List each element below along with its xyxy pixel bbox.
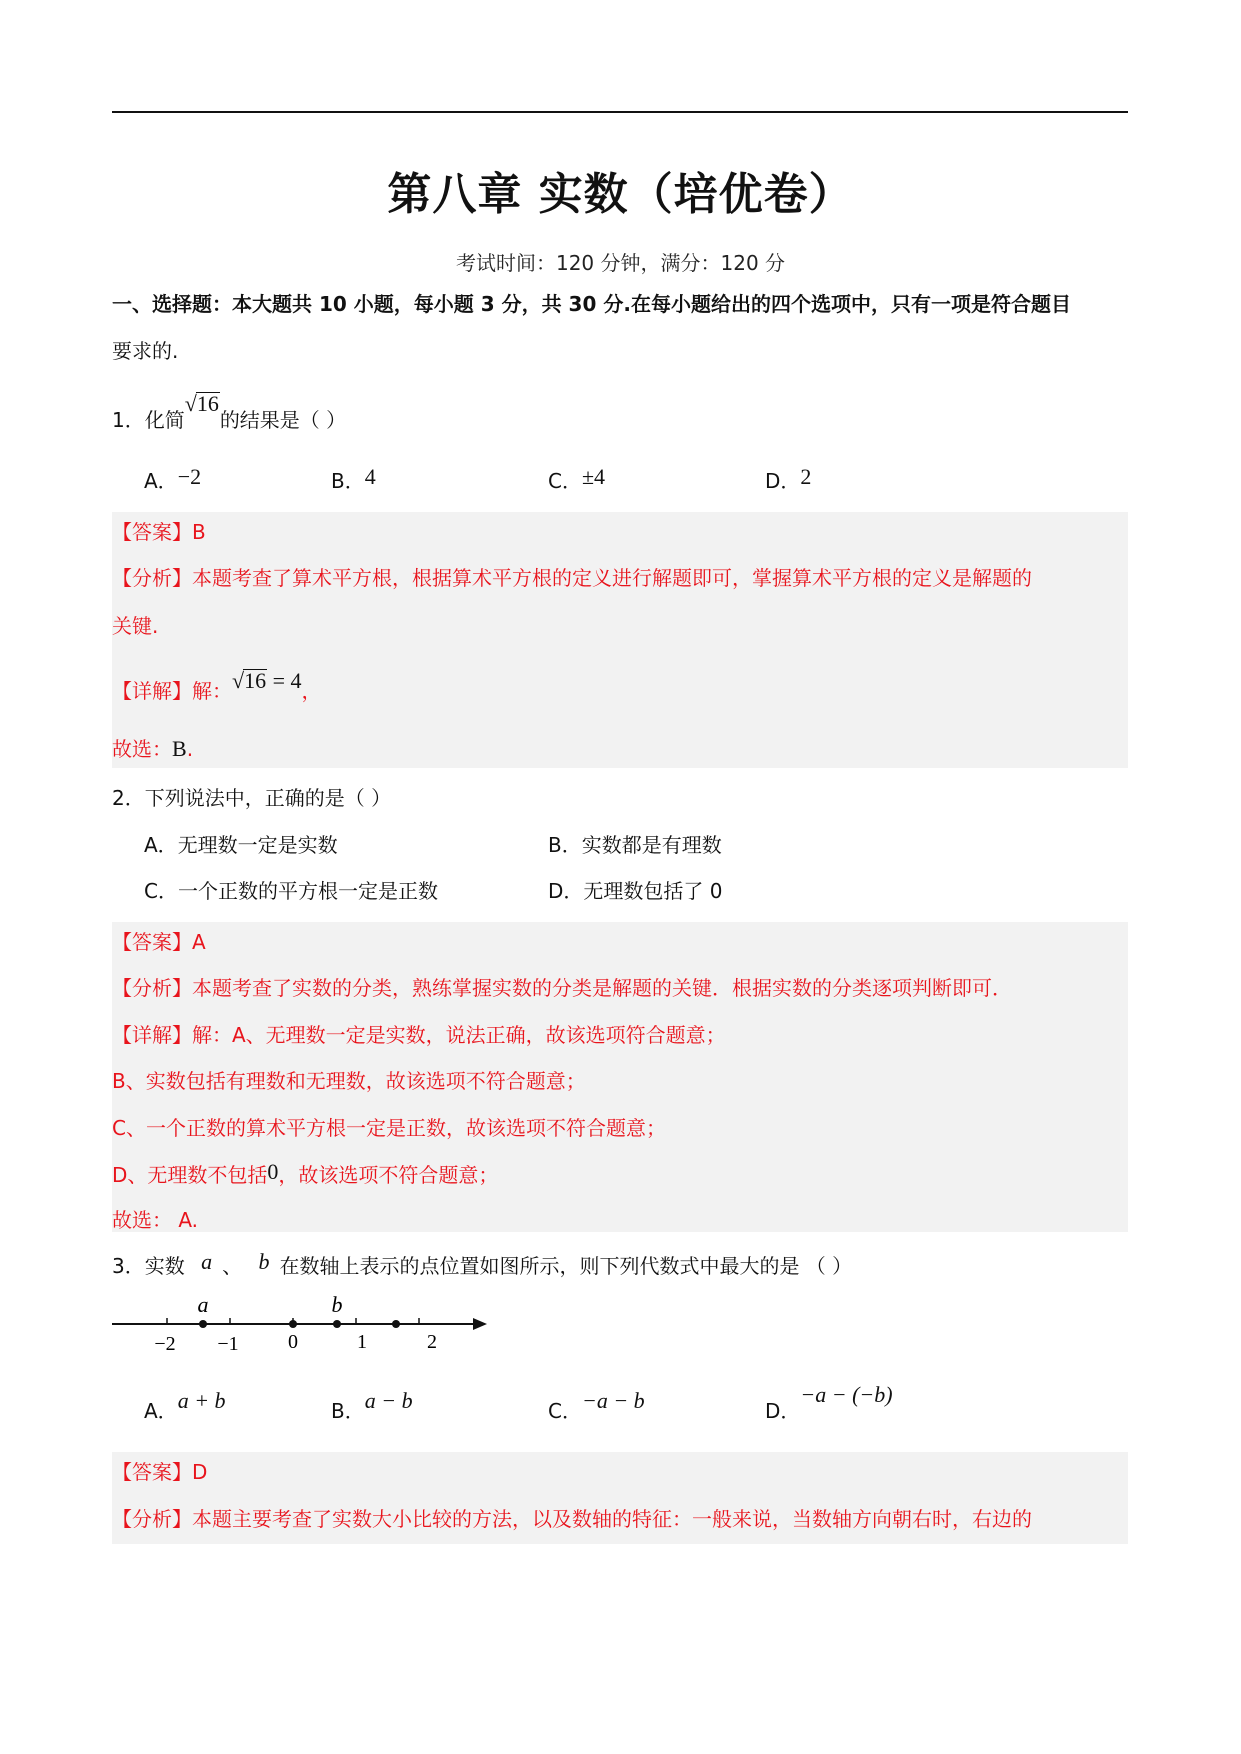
q1-answer-box (112, 512, 1128, 768)
choose-value: B (172, 736, 187, 761)
q3-option-b[interactable] (331, 1388, 413, 1423)
analysis-text: 本题主要考查了实数大小比较的方法，以及数轴的特征：一般来说，当数轴方向朝右时，右边的 (192, 1507, 1032, 1531)
option-text: 实数都是有理数 (581, 833, 722, 857)
detail-text: ，故该选项不符合题意； (278, 1163, 499, 1187)
detail-text: 解：A、无理数一定是实数，说法正确，故该选项符合题意； (192, 1023, 726, 1047)
answer-tag: 【答案】 (112, 930, 192, 954)
analysis-tag: 【分析】 (112, 566, 192, 590)
q2-choose: 故选： A. (112, 1208, 199, 1232)
question-text: 在数轴上表示的点位置如图所示，则下列代数式中最大的是 （ ） (279, 1254, 853, 1278)
marker-dot (392, 1320, 400, 1328)
radicand: 16 (244, 668, 267, 693)
q2-option-a[interactable] (144, 835, 338, 855)
q3-option-d[interactable] (765, 1382, 893, 1423)
detail-comma: ， (301, 679, 322, 703)
point-b-label: b (331, 1292, 343, 1317)
answer-tag: 【答案】 (112, 1460, 192, 1484)
option-label: B． (331, 469, 365, 493)
option-text: 无理数包括了 0 (583, 879, 723, 903)
question-text: 化简 (144, 408, 185, 432)
q3-option-a[interactable] (144, 1388, 226, 1423)
sqrt-expression: √16 (184, 391, 219, 416)
q3-analysis (112, 1509, 1032, 1529)
detail-text: 解： (192, 679, 232, 703)
question-3-stem (112, 1249, 853, 1278)
q1-option-a[interactable] (144, 464, 202, 493)
question-number: 2． (112, 786, 145, 810)
detail-math: √16 = 4 (232, 668, 302, 693)
point-a-label: a (197, 1292, 209, 1317)
option-label: C． (548, 1399, 582, 1423)
choose-dot: . (186, 737, 194, 761)
tick-label: 2 (427, 1331, 437, 1353)
header-rule (112, 111, 1128, 113)
question-number: 1． (112, 408, 145, 432)
option-expression: −a − (−b) (800, 1382, 893, 1407)
q1-option-d[interactable] (765, 464, 812, 493)
answer-value: D (192, 1460, 208, 1484)
q3-answer (112, 1462, 207, 1482)
number-line-figure (112, 1290, 492, 1360)
zero-math: 0 (267, 1159, 279, 1184)
analysis-tag: 【分析】 (112, 976, 192, 1000)
detail-text: D、无理数不包括 (112, 1163, 268, 1187)
q2-detail (112, 1025, 726, 1045)
question-text: 的结果是（ ） (219, 408, 347, 432)
question-text: 实数 (144, 1254, 185, 1278)
radicand: 16 (196, 391, 219, 416)
tick-label: 0 (288, 1331, 298, 1353)
q1-choose (112, 738, 193, 760)
option-value: ±4 (581, 464, 606, 489)
tick-label: −2 (154, 1333, 176, 1355)
origin-dot (289, 1320, 297, 1328)
option-label: B． (548, 833, 582, 857)
number-line-arrow (473, 1318, 487, 1330)
question-1-stem (112, 391, 347, 432)
analysis-text: 本题考查了算术平方根，根据算术平方根的定义进行解题即可，掌握算术平方根的定义是解题的 (192, 566, 1032, 590)
option-label: B． (331, 1399, 365, 1423)
option-expression: a + b (177, 1388, 226, 1413)
option-text: 一个正数的平方根一定是正数 (177, 879, 438, 903)
page-title: 第八章 实数（培优卷） (387, 169, 854, 220)
q2-detail-line2: B、实数包括有理数和无理数，故该选项不符合题意； (112, 1069, 586, 1093)
q3-answer-box (112, 1452, 1128, 1544)
q2-answer (112, 932, 206, 952)
detail-tag: 【详解】 (112, 1023, 192, 1047)
option-label: A． (144, 833, 178, 857)
option-label: D． (765, 1399, 801, 1423)
option-label: D． (765, 469, 801, 493)
option-label: C． (548, 469, 582, 493)
question-text: 下列说法中，正确的是（ ） (144, 786, 392, 810)
q2-detail-line4 (112, 1159, 499, 1187)
q2-option-b[interactable] (548, 835, 722, 855)
question-number: 3． (112, 1254, 145, 1278)
q1-analysis (112, 568, 1032, 588)
option-label: A． (144, 1399, 178, 1423)
option-text: 无理数一定是实数 (177, 833, 338, 857)
q2-option-c[interactable] (144, 881, 438, 901)
tick-label: −1 (217, 1333, 239, 1355)
option-value: 2 (800, 464, 812, 489)
option-expression: a − b (364, 1388, 413, 1413)
var-b: b (258, 1249, 270, 1274)
q1-answer (112, 522, 206, 542)
q2-answer-box (112, 922, 1128, 1232)
section-heading-line2: 要求的. (112, 339, 179, 363)
tick-label: 1 (357, 1331, 367, 1353)
option-label: C． (144, 879, 178, 903)
q2-analysis (112, 978, 1012, 998)
q2-detail-line3: C、一个正数的算术平方根一定是正数，故该选项不符合题意； (112, 1116, 666, 1140)
question-2-stem (112, 788, 391, 808)
exam-info: 考试时间：120 分钟，满分：120 分 (455, 251, 786, 275)
var-a: a (201, 1249, 213, 1274)
q1-option-b[interactable] (331, 464, 376, 493)
q1-detail (112, 668, 322, 703)
analysis-tag: 【分析】 (112, 1507, 192, 1531)
choose-label: 故选： (112, 737, 172, 761)
answer-tag: 【答案】 (112, 520, 192, 544)
q2-option-d[interactable] (548, 881, 723, 901)
q3-option-c[interactable] (548, 1388, 645, 1423)
q1-option-c[interactable] (548, 464, 606, 493)
q1-analysis-cont: 关键. (112, 614, 159, 638)
separator: 、 (222, 1254, 243, 1278)
option-value: 4 (364, 464, 376, 489)
equation-rhs: = 4 (267, 668, 302, 693)
section-heading-line1: 一、选择题：本大题共 10 小题，每小题 3 分，共 30 分.在每小题给出的四个选项中，只有一项是符合题目 (112, 292, 1071, 316)
option-value: −2 (177, 464, 202, 489)
option-expression: −a − b (581, 1388, 645, 1413)
answer-value: B (192, 520, 206, 544)
option-label: D． (548, 879, 584, 903)
option-label: A． (144, 469, 178, 493)
answer-value: A (192, 930, 206, 954)
analysis-text: 本题考查了实数的分类，熟练掌握实数的分类是解题的关键．根据实数的分类逐项判断即可． (192, 976, 1012, 1000)
point-b-dot (333, 1320, 341, 1328)
point-a-dot (199, 1320, 207, 1328)
detail-tag: 【详解】 (112, 679, 192, 703)
